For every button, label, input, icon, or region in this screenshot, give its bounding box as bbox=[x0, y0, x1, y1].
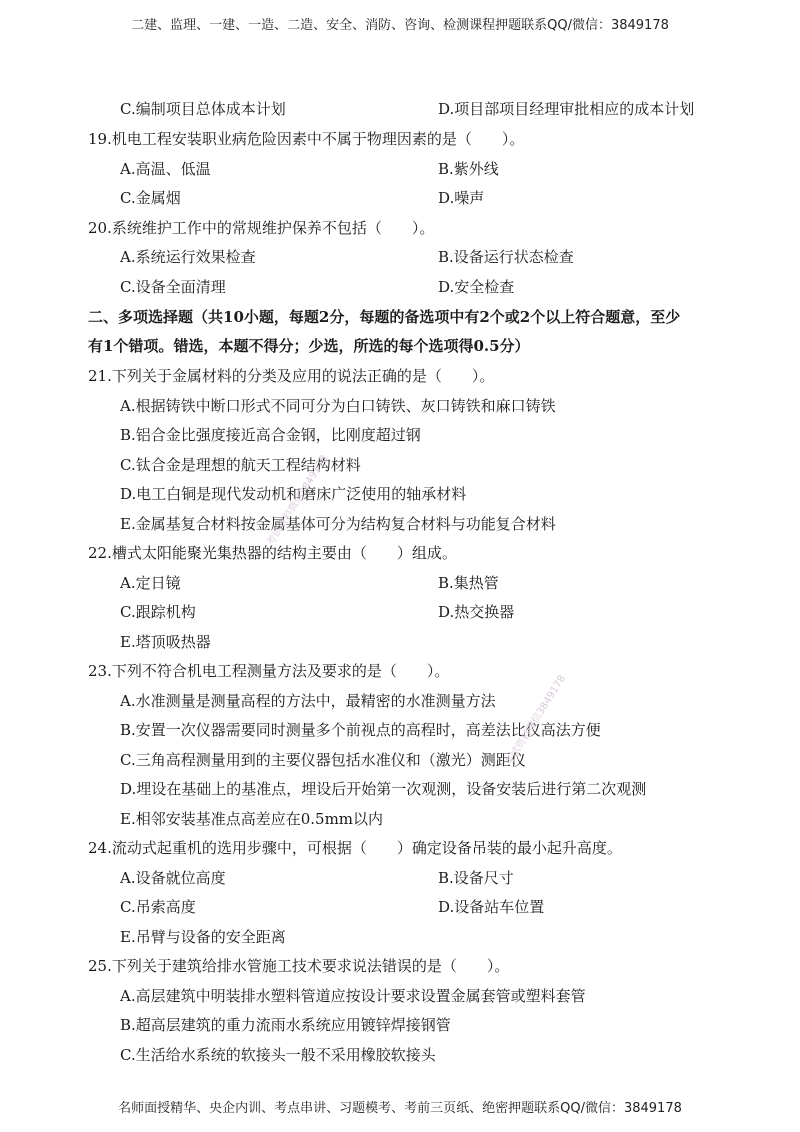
q21-option-b: B.铝合金比强度接近高合金钢，比刚度超过钢 bbox=[120, 426, 421, 444]
q24-stem: 24.流动式起重机的选用步骤中，可根据（ ）确定设备吊装的最小起升高度。 bbox=[88, 839, 622, 857]
q23-option-a: A.水准测量是测量高程的方法中，最精密的水准测量方法 bbox=[120, 692, 496, 710]
q21-stem: 21.下列关于金属材料的分类及应用的说法正确的是（ ）。 bbox=[88, 367, 495, 385]
q24-option-a: A.设备就位高度 bbox=[120, 869, 226, 887]
q19-stem: 19.机电工程安装职业病危险因素中不属于物理因素的是（ ）。 bbox=[88, 130, 525, 148]
q18-option-c: C.编制项目总体成本计划 bbox=[120, 100, 286, 118]
q23-option-d: D.埋设在基础上的基准点，埋设后开始第一次观测，设备安装后进行第二次观测 bbox=[120, 780, 647, 798]
q19-option-a: A.高温、低温 bbox=[120, 160, 211, 178]
q24-option-d: D.设备站车位置 bbox=[438, 898, 545, 916]
q25-option-a: A.高层建筑中明装排水塑料管道应按设计要求设置金属套管或塑料套管 bbox=[120, 987, 586, 1005]
q24-option-b: B.设备尺寸 bbox=[438, 869, 514, 887]
watermark-text: 考试资料微信3849178 bbox=[503, 673, 569, 768]
q21-option-d: D.电工白铜是现代发动机和磨床广泛使用的轴承材料 bbox=[120, 485, 467, 503]
q23-option-c: C.三角高程测量用到的主要仪器包括水准仪和（激光）测距仪 bbox=[120, 751, 526, 769]
q24-option-e: E.吊臂与设备的安全距离 bbox=[120, 928, 286, 946]
section-heading-line1: 二、多项选择题（共10小题，每题2分，每题的备选项中有2个或2个以上符合题意，至少 bbox=[88, 308, 681, 326]
q20-option-d: D.安全检查 bbox=[438, 278, 515, 296]
q20-option-a: A.系统运行效果检查 bbox=[120, 248, 256, 266]
q23-stem: 23.下列不符合机电工程测量方法及要求的是（ ）。 bbox=[88, 662, 450, 680]
q21-option-c: C.钛合金是理想的航天工程结构材料 bbox=[120, 456, 361, 474]
q18-option-d: D.项目部项目经理审批相应的成本计划 bbox=[438, 100, 695, 118]
watermark-text: 考试资料微信3849178 bbox=[265, 453, 331, 548]
q20-stem: 20.系统维护工作中的常规维护保养不包括（ ）。 bbox=[88, 219, 435, 237]
q21-option-e: E.金属基复合材料按金属基体可分为结构复合材料与功能复合材料 bbox=[120, 515, 556, 533]
q22-option-a: A.定日镜 bbox=[120, 574, 181, 592]
page-header: 二建、监理、一建、一造、二造、安全、消防、咨询、检测课程押题联系QQ/微信：3849178 bbox=[131, 18, 669, 33]
q23-option-e: E.相邻安装基准点高差应在0.5mm以内 bbox=[120, 810, 384, 828]
q19-option-d: D.噪声 bbox=[438, 189, 485, 207]
q23-option-b: B.安置一次仪器需要同时测量多个前视点的高程时，高差法比仪高法方便 bbox=[120, 721, 601, 739]
q24-option-c: C.吊索高度 bbox=[120, 898, 196, 916]
q22-option-d: D.热交换器 bbox=[438, 603, 515, 621]
q22-option-c: C.跟踪机构 bbox=[120, 603, 196, 621]
q22-option-b: B.集热管 bbox=[438, 574, 499, 592]
q22-stem: 22.槽式太阳能聚光集热器的结构主要由（ ）组成。 bbox=[88, 544, 457, 562]
q19-option-c: C.金属烟 bbox=[120, 189, 181, 207]
q21-option-a: A.根据铸铁中断口形式不同可分为白口铸铁、灰口铸铁和麻口铸铁 bbox=[120, 397, 556, 415]
q25-option-c: C.生活给水系统的软接头一般不采用橡胶软接头 bbox=[120, 1046, 436, 1064]
page-footer: 名师面授精华、央企内训、考点串讲、习题模考、考前三页纸、绝密押题联系QQ/微信：3849178 bbox=[118, 1101, 682, 1116]
q25-stem: 25.下列关于建筑给排水管施工技术要求说法错误的是（ ）。 bbox=[88, 957, 510, 975]
q19-option-b: B.紫外线 bbox=[438, 160, 499, 178]
q20-option-c: C.设备全面清理 bbox=[120, 278, 226, 296]
q20-option-b: B.设备运行状态检查 bbox=[438, 248, 574, 266]
q25-option-b: B.超高层建筑的重力流雨水系统应用镀锌焊接钢管 bbox=[120, 1016, 451, 1034]
section-heading-line2: 有1个错项。错选，本题不得分；少选，所选的每个选项得0.5分） bbox=[88, 337, 530, 355]
q22-option-e: E.塔顶吸热器 bbox=[120, 633, 211, 651]
